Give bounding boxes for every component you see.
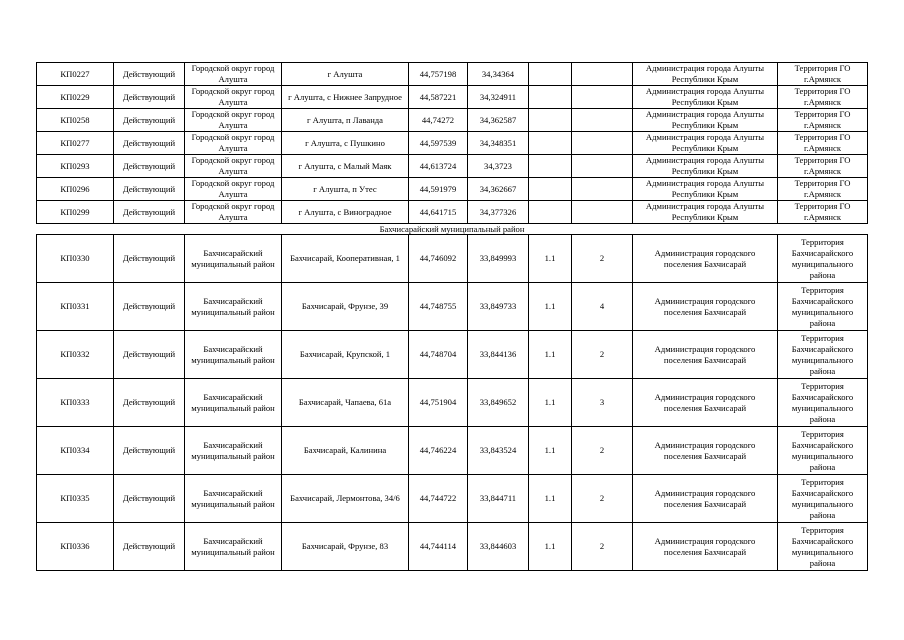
latitude-cell: 44,74272	[409, 109, 468, 132]
territory-cell: Территория Бахчисарайского муниципального района	[778, 427, 868, 475]
count-cell: 2	[572, 523, 633, 571]
count-cell	[572, 109, 633, 132]
table-row	[37, 235, 868, 283]
code-cell: 1.1	[529, 235, 572, 283]
municipality-cell: Городской округ город Алушта	[185, 155, 282, 178]
count-cell: 3	[572, 379, 633, 427]
latitude-cell: 44,641715	[409, 201, 468, 224]
status-cell: Действующий	[114, 109, 185, 132]
municipality-cell: Бахчисарайский муниципальный район	[185, 475, 282, 523]
count-cell: 2	[572, 427, 633, 475]
municipality-cell: Городской округ город Алушта	[185, 63, 282, 86]
table-row	[37, 155, 868, 178]
longitude-cell: 34,324911	[468, 86, 529, 109]
count-cell	[572, 178, 633, 201]
territory-cell: Территория Бахчисарайского муниципального района	[778, 235, 868, 283]
municipality-cell: Городской округ город Алушта	[185, 132, 282, 155]
administration-cell: Администрация города Алушты Республики Крым	[633, 132, 778, 155]
longitude-cell: 33,849993	[468, 235, 529, 283]
territory-cell: Территория ГО г.Армянск	[778, 86, 868, 109]
count-cell: 2	[572, 235, 633, 283]
longitude-cell: 33,849652	[468, 379, 529, 427]
point-code: КП0227	[37, 63, 114, 86]
code-cell: 1.1	[529, 427, 572, 475]
administration-cell: Администрация городского поселения Бахчисарай	[633, 331, 778, 379]
latitude-cell: 44,613724	[409, 155, 468, 178]
territory-cell: Территория Бахчисарайского муниципального района	[778, 283, 868, 331]
latitude-cell: 44,748755	[409, 283, 468, 331]
municipality-cell: Городской округ город Алушта	[185, 178, 282, 201]
code-cell: 1.1	[529, 523, 572, 571]
longitude-cell: 34,348351	[468, 132, 529, 155]
latitude-cell: 44,757198	[409, 63, 468, 86]
table-row	[37, 132, 868, 155]
latitude-cell: 44,591979	[409, 178, 468, 201]
count-cell	[572, 155, 633, 178]
count-cell: 2	[572, 331, 633, 379]
address-cell: г Алушта, п Утес	[282, 178, 409, 201]
administration-cell: Администрация городского поселения Бахчисарай	[633, 379, 778, 427]
longitude-cell: 34,362667	[468, 178, 529, 201]
status-cell: Действующий	[114, 178, 185, 201]
address-cell: г Алушта, с Нижнее Запрудное	[282, 86, 409, 109]
point-code: КП0332	[37, 331, 114, 379]
table-row	[37, 86, 868, 109]
latitude-cell: 44,744722	[409, 475, 468, 523]
administration-cell: Администрация города Алушты Республики Крым	[633, 86, 778, 109]
code-cell	[529, 63, 572, 86]
municipality-cell: Бахчисарайский муниципальный район	[185, 235, 282, 283]
municipality-cell: Городской округ город Алушта	[185, 201, 282, 224]
territory-cell: Территория ГО г.Армянск	[778, 155, 868, 178]
address-cell: г Алушта, с Малый Маяк	[282, 155, 409, 178]
municipality-cell: Городской округ город Алушта	[185, 86, 282, 109]
longitude-cell: 34,362587	[468, 109, 529, 132]
administration-cell: Администрация города Алушты Республики Крым	[633, 178, 778, 201]
code-cell	[529, 155, 572, 178]
count-cell	[572, 201, 633, 224]
territory-cell: Территория ГО г.Армянск	[778, 132, 868, 155]
point-code: КП0299	[37, 201, 114, 224]
administration-cell: Администрация городского поселения Бахчисарай	[633, 427, 778, 475]
address-cell: г Алушта, п Лаванда	[282, 109, 409, 132]
address-cell: Бахчисарай, Чапаева, 61а	[282, 379, 409, 427]
municipality-cell: Бахчисарайский муниципальный район	[185, 331, 282, 379]
address-cell: г Алушта	[282, 63, 409, 86]
administration-cell: Администрация города Алушты Республики Крым	[633, 109, 778, 132]
point-code: КП0331	[37, 283, 114, 331]
latitude-cell: 44,746224	[409, 427, 468, 475]
code-cell	[529, 201, 572, 224]
count-cell: 2	[572, 475, 633, 523]
point-code: КП0335	[37, 475, 114, 523]
longitude-cell: 34,3723	[468, 155, 529, 178]
code-cell	[529, 178, 572, 201]
administration-cell: Администрация города Алушты Республики Крым	[633, 155, 778, 178]
latitude-cell: 44,748704	[409, 331, 468, 379]
longitude-cell: 33,844136	[468, 331, 529, 379]
territory-cell: Территория ГО г.Армянск	[778, 109, 868, 132]
latitude-cell: 44,746092	[409, 235, 468, 283]
latitude-cell: 44,597539	[409, 132, 468, 155]
longitude-cell: 34,34364	[468, 63, 529, 86]
status-cell: Действующий	[114, 132, 185, 155]
longitude-cell: 34,377326	[468, 201, 529, 224]
administration-cell: Администрация городского поселения Бахчисарай	[633, 235, 778, 283]
administration-cell: Администрация городского поселения Бахчисарай	[633, 523, 778, 571]
administration-cell: Администрация города Алушты Республики Крым	[633, 201, 778, 224]
address-cell: Бахчисарай, Кооперативная, 1	[282, 235, 409, 283]
address-cell: Бахчисарай, Калинина	[282, 427, 409, 475]
municipality-cell: Бахчисарайский муниципальный район	[185, 283, 282, 331]
code-cell: 1.1	[529, 379, 572, 427]
address-cell: Бахчисарай, Фрунзе, 39	[282, 283, 409, 331]
municipality-cell: Бахчисарайский муниципальный район	[185, 427, 282, 475]
address-cell: Бахчисарай, Крупской, 1	[282, 331, 409, 379]
table-row	[37, 427, 868, 475]
status-cell: Действующий	[114, 523, 185, 571]
table-row	[37, 523, 868, 571]
table-row	[37, 379, 868, 427]
table-row	[37, 63, 868, 86]
territory-cell: Территория Бахчисарайского муниципального района	[778, 331, 868, 379]
point-code: КП0296	[37, 178, 114, 201]
point-code: КП0336	[37, 523, 114, 571]
administration-cell: Администрация городского поселения Бахчисарай	[633, 283, 778, 331]
table-row	[37, 178, 868, 201]
status-cell: Действующий	[114, 86, 185, 109]
territory-cell: Территория Бахчисарайского муниципального района	[778, 523, 868, 571]
status-cell: Действующий	[114, 283, 185, 331]
address-cell: Бахчисарай, Лермонтова, 34/6	[282, 475, 409, 523]
municipality-cell: Бахчисарайский муниципальный район	[185, 379, 282, 427]
table-row	[37, 331, 868, 379]
longitude-cell: 33,844711	[468, 475, 529, 523]
count-cell	[572, 63, 633, 86]
status-cell: Действующий	[114, 379, 185, 427]
municipality-cell: Городской округ город Алушта	[185, 109, 282, 132]
status-cell: Действующий	[114, 63, 185, 86]
count-cell: 4	[572, 283, 633, 331]
longitude-cell: 33,843524	[468, 427, 529, 475]
point-code: КП0277	[37, 132, 114, 155]
status-cell: Действующий	[114, 235, 185, 283]
count-cell	[572, 132, 633, 155]
latitude-cell: 44,587221	[409, 86, 468, 109]
section-title: Бахчисарайский муниципальный район	[37, 224, 868, 235]
point-code: КП0229	[37, 86, 114, 109]
longitude-cell: 33,849733	[468, 283, 529, 331]
registry-table	[36, 62, 868, 571]
territory-cell: Территория Бахчисарайского муниципального района	[778, 475, 868, 523]
code-cell	[529, 132, 572, 155]
longitude-cell: 33,844603	[468, 523, 529, 571]
address-cell: г Алушта, с Виноградное	[282, 201, 409, 224]
table-row	[37, 475, 868, 523]
point-code: КП0330	[37, 235, 114, 283]
territory-cell: Территория Бахчисарайского муниципального района	[778, 379, 868, 427]
point-code: КП0334	[37, 427, 114, 475]
point-code: КП0333	[37, 379, 114, 427]
territory-cell: Территория ГО г.Армянск	[778, 201, 868, 224]
latitude-cell: 44,744114	[409, 523, 468, 571]
administration-cell: Администрация города Алушты Республики Крым	[633, 63, 778, 86]
status-cell: Действующий	[114, 475, 185, 523]
point-code: КП0293	[37, 155, 114, 178]
status-cell: Действующий	[114, 201, 185, 224]
code-cell: 1.1	[529, 283, 572, 331]
territory-cell: Территория ГО г.Армянск	[778, 178, 868, 201]
table-row	[37, 201, 868, 224]
count-cell	[572, 86, 633, 109]
status-cell: Действующий	[114, 155, 185, 178]
code-cell	[529, 86, 572, 109]
administration-cell: Администрация городского поселения Бахчисарай	[633, 475, 778, 523]
status-cell: Действующий	[114, 331, 185, 379]
code-cell	[529, 109, 572, 132]
municipality-cell: Бахчисарайский муниципальный район	[185, 523, 282, 571]
address-cell: Бахчисарай, Фрунзе, 83	[282, 523, 409, 571]
table-row	[37, 109, 868, 132]
status-cell: Действующий	[114, 427, 185, 475]
address-cell: г Алушта, с Пушкино	[282, 132, 409, 155]
table-row	[37, 283, 868, 331]
code-cell: 1.1	[529, 475, 572, 523]
code-cell: 1.1	[529, 331, 572, 379]
section-header-row	[37, 224, 868, 235]
point-code: КП0258	[37, 109, 114, 132]
territory-cell: Территория ГО г.Армянск	[778, 63, 868, 86]
latitude-cell: 44,751904	[409, 379, 468, 427]
